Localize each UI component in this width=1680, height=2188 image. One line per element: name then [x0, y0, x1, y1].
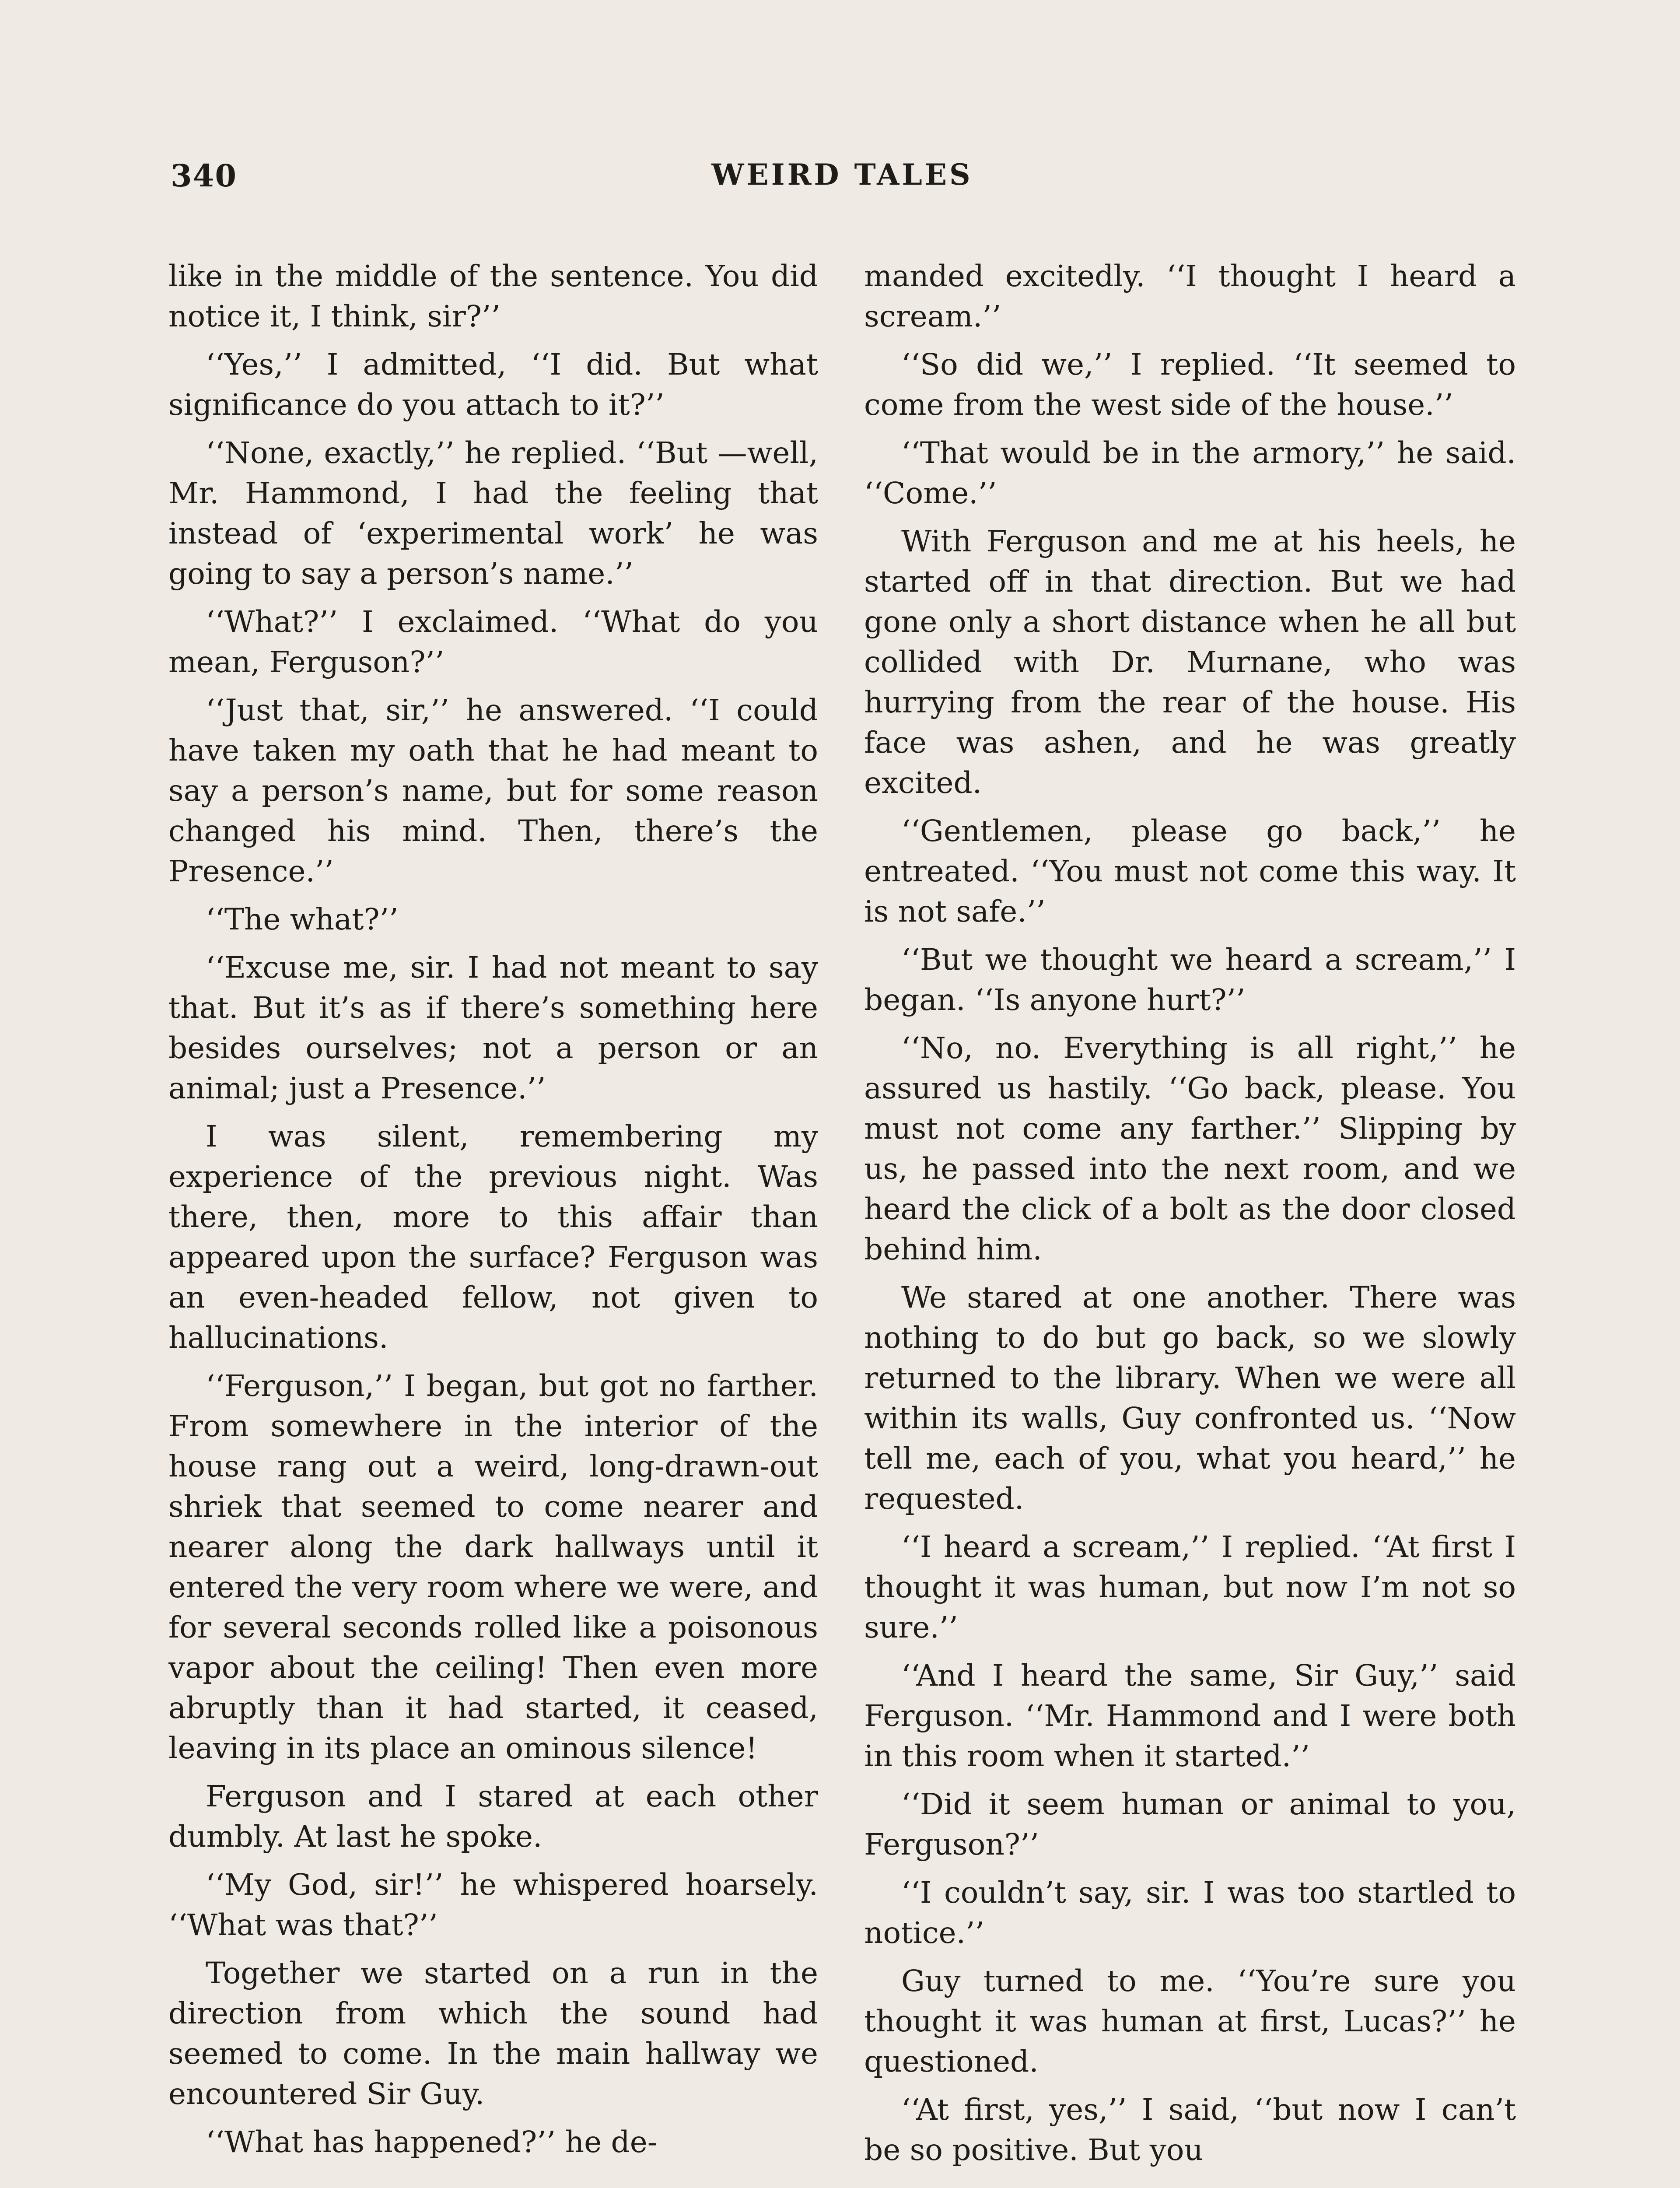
paragraph: ‘‘The what?’’ — [206, 902, 399, 936]
paragraph: With Ferguson and me at his heels, he started off in that direction. But we had gone only a short distance when he all but collided with Dr. Murnane, who was hurrying from the rear of the house. His face was ashen, and he was greatly excited. — [864, 524, 1516, 800]
right-column — [864, 256, 1516, 2188]
paragraph: ‘‘Did it seem human or animal to you, Ferguson?’’ — [864, 1787, 1516, 1862]
paragraph: ‘‘So did we,’’ I replied. ‘‘It seemed to come from the west side of the house.’’ — [864, 347, 1516, 422]
paragraph: ‘‘Just that, sir,’’ he answered. ‘‘I could have taken my oath that he had meant to say a person’s name, but for some reason changed his mind. Then, there’s the Presence.’’ — [168, 693, 818, 888]
paragraph: Together we started on a run in the direction from which the sound had seemed to come. In the main hallway we encountered Sir Guy. — [168, 1956, 818, 2111]
paragraph: ‘‘I couldn’t say, sir. I was too startled to notice.’’ — [864, 1875, 1516, 1950]
paragraph: We stared at one another. There was nothing to do but go back, so we slowly returned to the library. When we were all within its walls, Guy confronted us. ‘‘Now tell me, each of you, what you heard,’’ he requested. — [864, 1280, 1516, 1516]
page-number: 340 — [171, 158, 238, 194]
paragraph: ‘‘What?’’ I exclaimed. ‘‘What do you mean, Ferguson?’’ — [168, 604, 818, 679]
paragraph: ‘‘Ferguson,’’ I began, but got no farther. From somewhere in the interior of the house rang out a weird, long-drawn-out shriek that seemed to come nearer and nearer along the dark hallways until it entered the very room where we were, and for several seconds rolled like a poisonous vapor about the ceiling! Then even more abruptly than it had started, it ceased, leaving in its place an ominous silence! — [168, 1368, 818, 1765]
paragraph: ‘‘No, no. Everything is all right,’’ he assured us hastily. ‘‘Go back, please. You must not come any farther.’’ Slipping by us, he passed into the next room, and we heard the click of a bolt as the door closed behind him. — [864, 1031, 1516, 1266]
running-title: WEIRD TALES — [711, 158, 973, 192]
paragraph: ‘‘None, exactly,’’ he replied. ‘‘But —well, Mr. Hammond, I had the feeling that instead of ‘experimental work’ he was going to say a person’s name.’’ — [168, 435, 818, 591]
page-header — [171, 158, 1514, 206]
paragraph: ‘‘And I heard the same, Sir Guy,’’ said Ferguson. ‘‘Mr. Hammond and I were both in this room when it started.’’ — [864, 1658, 1516, 1773]
paragraph: ‘‘My God, sir!’’ he whispered hoarsely. ‘‘What was that?’’ — [168, 1867, 818, 1942]
paragraph: ‘‘Gentlemen, please go back,’’ he entreated. ‘‘You must not come this way. It is not safe.’’ — [864, 813, 1516, 929]
paragraph: ‘‘But we thought we heard a scream,’’ I began. ‘‘Is anyone hurt?’’ — [864, 942, 1516, 1017]
paragraph: ‘‘That would be in the armory,’’ he said. ‘‘Come.’’ — [864, 435, 1516, 510]
paragraph: Ferguson and I stared at each other dumbly. At last he spoke. — [168, 1779, 818, 1854]
paragraph: ‘‘At first, yes,’’ I said, ‘‘but now I can’t be so positive. But you — [864, 2092, 1516, 2167]
paragraph: ‘‘What has happened?’’ he de- — [206, 2125, 658, 2159]
paragraph: ‘‘Yes,’’ I admitted, ‘‘I did. But what significance do you attach to it?’’ — [168, 347, 818, 422]
paragraph: I was silent, remembering my experience of the previous night. Was there, then, more to this affair than appeared upon the surface? Ferguson was an even-headed fellow, not given to hallucinations. — [168, 1119, 818, 1355]
paragraph: manded excitedly. ‘‘I thought I heard a scream.’’ — [864, 259, 1516, 333]
paragraph: like in the middle of the sentence. You did notice it, I think, sir?’’ — [168, 259, 818, 333]
paragraph: ‘‘I heard a scream,’’ I replied. ‘‘At first I thought it was human, but now I’m not so sure.’’ — [864, 1529, 1516, 1645]
paragraph: Guy turned to me. ‘‘You’re sure you thought it was human at first, Lucas?’’ he questioned. — [864, 1964, 1516, 2079]
paragraph: ‘‘Excuse me, sir. I had not meant to say that. But it’s as if there’s something here besides ourselves; not a person or an animal; just a Presence.’’ — [168, 950, 818, 1105]
left-column — [168, 256, 818, 2188]
